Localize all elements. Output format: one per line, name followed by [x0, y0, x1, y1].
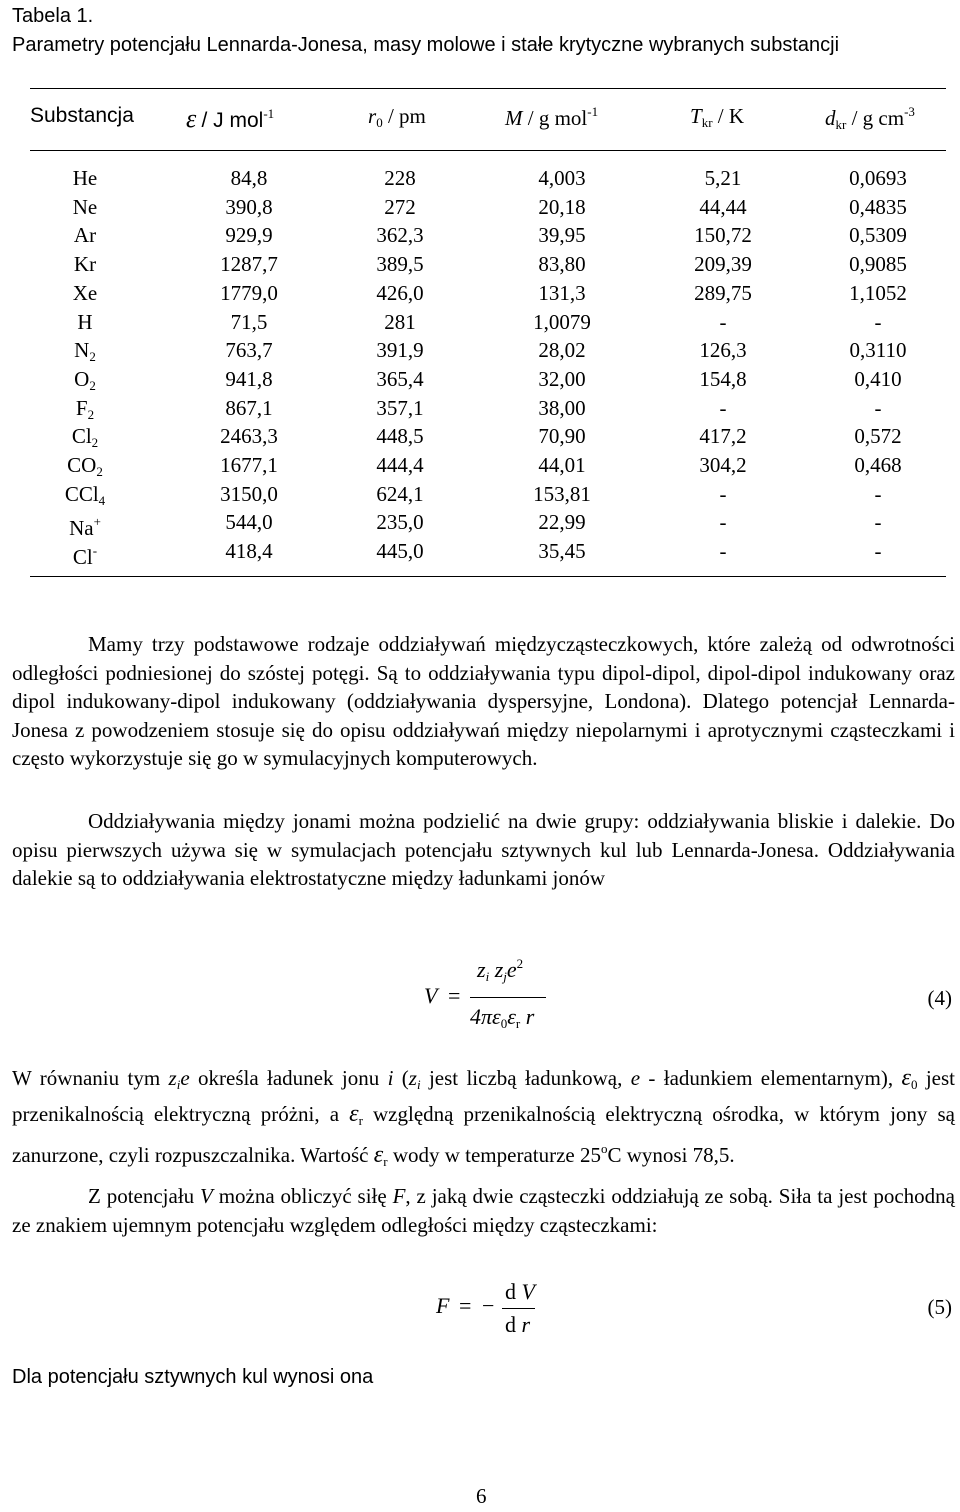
substance-subscript: 4 — [98, 492, 106, 508]
table-cell-substance — [55, 308, 115, 336]
table-cell-t: - — [719, 539, 727, 564]
p4-f: F — [392, 1184, 406, 1208]
table-cell-r0: 357,1 — [376, 395, 424, 420]
table-cell-substance — [55, 164, 115, 192]
eq4-num-z2: z — [494, 957, 504, 982]
table-cell-eps: 84,8 — [230, 166, 268, 190]
p3-eps0: ε — [901, 1065, 911, 1091]
p3-i-text: C wynosi 78,5. — [607, 1143, 735, 1167]
substance-subscript: 2 — [91, 435, 99, 451]
p4-v: V — [200, 1184, 213, 1208]
eq4-equals: = — [448, 983, 461, 1008]
eq4-num-exp: 2 — [516, 956, 524, 971]
eq5-equals: = — [459, 1293, 472, 1318]
header-substance: Substancja — [30, 104, 134, 127]
table-cell-m: 22,99 — [538, 510, 586, 535]
table-cell-m: 38,00 — [538, 395, 586, 420]
header-t-unit: / K — [717, 104, 745, 128]
table-cell-r0: 228 — [384, 166, 416, 190]
eq5-denominator — [505, 1312, 530, 1338]
table-cell-m: 70,90 — [538, 424, 586, 449]
table-cell-eps: 71,5 — [230, 309, 268, 334]
p3-zi-i: i — [416, 1077, 421, 1092]
header-epsilon-symbol: ε — [186, 104, 197, 133]
p3-eps0-sub: 0 — [910, 1077, 918, 1092]
table-cell-d: 0,3110 — [849, 338, 907, 363]
page-number: 6 — [476, 1484, 487, 1508]
p3-d: jest liczbą ładunkową, — [420, 1066, 631, 1090]
table-cell-t: 150,72 — [694, 223, 752, 248]
eq5-number: (5) — [927, 1295, 952, 1319]
p3-epsr2: ε — [373, 1142, 384, 1168]
table-cell-r0: 235,0 — [376, 510, 424, 535]
table-cell-m: 44,01 — [538, 453, 586, 477]
header-m — [505, 104, 598, 131]
header-r0-unit: / pm — [387, 104, 426, 128]
eq4-number: (4) — [927, 986, 952, 1010]
substance-symbol: H — [77, 309, 93, 334]
table-cell-t: 304,2 — [699, 453, 747, 477]
p3-e: e — [630, 1066, 641, 1090]
header-d-sub: kr — [835, 117, 847, 132]
header-t-sub: kr — [701, 115, 713, 130]
eq4-den-0: 0 — [500, 1016, 508, 1031]
table-cell-m: 4,003 — [538, 166, 586, 190]
table-cell-m: 35,45 — [538, 539, 586, 564]
header-d-exp: -3 — [904, 104, 915, 119]
table-cell-eps: 3150,0 — [220, 481, 278, 506]
p3-b: określa ładunek jonu — [189, 1066, 388, 1090]
eq5-den-r: r — [521, 1312, 531, 1337]
p3-zi: z — [408, 1066, 417, 1090]
table-cell-r0: 362,3 — [376, 223, 424, 248]
table-top-rule — [30, 88, 946, 89]
table-cell-d: 0,4835 — [849, 194, 907, 219]
eq5-lhs: F — [436, 1293, 450, 1318]
table-cell-r0: 426,0 — [376, 280, 424, 305]
p3-a: W równaniu tym — [12, 1066, 169, 1090]
substance-symbol: Kr — [73, 252, 97, 277]
eq4-den-eps: ε — [507, 1004, 516, 1029]
table-cell-eps: 390,8 — [225, 194, 273, 219]
p3-c: ( — [393, 1066, 409, 1090]
eq5-num-d: d — [505, 1279, 516, 1304]
p3-degree: o — [601, 1141, 608, 1156]
table-cell-eps: 2463,3 — [220, 424, 278, 449]
header-t-symbol: T — [690, 104, 702, 128]
p3-epsr2-sub: r — [383, 1154, 388, 1169]
table-subtitle: Parametry potencjału Lennarda-Jonesa, masy molowe i stałe krytyczne wybranych substancji — [12, 34, 840, 56]
substance-symbol: Cl — [72, 545, 93, 570]
eq4-den-4pieps: 4πε — [470, 1004, 501, 1029]
table-cell-r0: 391,9 — [376, 338, 424, 363]
p3-zie-e: e — [180, 1066, 190, 1090]
substance-symbol: Xe — [72, 280, 98, 305]
table-cell-r0: 444,4 — [376, 453, 424, 477]
table-cell-t: 417,2 — [699, 424, 747, 449]
p4-c: , z jaką dwie cząsteczki oddziałują ze sobą. Siła ta jest pochodną ze znakiem ujemnym potencjału względem odległości między cząsteczkami: — [12, 1184, 955, 1237]
table-cell-r0: 281 — [384, 309, 416, 334]
substance-subscript: 2 — [89, 349, 96, 365]
table-cell-substance — [55, 193, 115, 221]
paragraph-3 — [12, 1064, 955, 1177]
eq4-den-r-sub: r — [515, 1016, 521, 1031]
table-header-rule — [30, 150, 946, 151]
substance-subscript: 2 — [96, 464, 103, 479]
table-cell-d: - — [874, 395, 882, 420]
table-cell-d: - — [874, 309, 882, 334]
table-cell-r0: 389,5 — [376, 252, 424, 277]
substance-symbol: CCl — [64, 481, 99, 506]
substance-symbol: N — [74, 338, 90, 363]
table-cell-m: 32,00 — [538, 366, 586, 391]
substance-symbol: Ar — [73, 223, 97, 248]
p3-epsr: ε — [349, 1100, 359, 1127]
paragraph-2: Oddziaływania między jonami można podzielić na dwie grupy: oddziaływania bliskie i dalekie. Do opisu pierwszych używa się w symulacjach potencjału sztywnych kul lub Lennarda-Jonesa. Oddziaływania dalekie są to oddziaływania elektrostatyczne między ładunkami jonów — [12, 809, 955, 890]
table-cell-d: 0,572 — [854, 424, 902, 449]
table-cell-t: - — [719, 510, 727, 535]
table-cell-eps: 867,1 — [225, 395, 273, 420]
header-epsilon-exp: -1 — [263, 106, 275, 121]
table-cell-eps: 544,0 — [225, 510, 273, 535]
substance-symbol: O — [74, 366, 90, 391]
substance-symbol: CO — [67, 453, 97, 477]
table-cell-substance — [55, 279, 115, 307]
table-cell-d: 0,0693 — [849, 166, 907, 190]
p3-e-text: - ładunkiem elementarnym), — [640, 1066, 902, 1090]
substance-subscript: 2 — [89, 377, 96, 393]
paragraph-5: Dla potencjału sztywnych kul wynosi ona — [12, 1366, 374, 1388]
table-cell-r0: 624,1 — [376, 481, 424, 506]
header-d-unit: / g cm — [851, 106, 905, 130]
table-caption — [12, 2, 839, 60]
eq4-num-z: z — [477, 957, 486, 982]
eq5-numerator — [505, 1279, 535, 1305]
table-cell-m: 28,02 — [538, 338, 586, 363]
table-cell-r0: 365,4 — [376, 366, 424, 391]
p3-g: względną przenikalnością elektryczną ośrodka, w którym jony są zanurzone, czyli rozpuszczalnika. Wartość — [12, 1101, 955, 1167]
substance-symbol: He — [72, 166, 98, 190]
table-cell-d: 0,9085 — [849, 252, 907, 277]
p4-b: można obliczyć siłę — [212, 1184, 393, 1208]
table-cell-eps: 941,8 — [225, 366, 273, 391]
eq4-lhs: V — [424, 983, 438, 1008]
header-m-exp: -1 — [587, 104, 599, 119]
table-cell-t: - — [719, 481, 727, 506]
table-cell-eps: 1677,1 — [220, 453, 278, 477]
table-cell-r0: 272 — [384, 194, 416, 219]
table-cell-d: - — [874, 539, 882, 564]
paragraph-4 — [12, 1182, 955, 1239]
table-cell-t: - — [719, 309, 727, 334]
table-cell-d: 0,410 — [854, 366, 902, 391]
header-r0 — [368, 104, 426, 131]
table-cell-d: - — [874, 481, 882, 506]
eq4-den-r: r — [525, 1004, 535, 1029]
p3-epsr-sub: r — [358, 1112, 363, 1128]
table-cell-m: 1,0079 — [533, 309, 591, 334]
table-cell-m: 131,3 — [538, 280, 586, 305]
header-m-symbol: M — [505, 106, 523, 130]
table-cell-eps: 929,9 — [225, 223, 273, 248]
table-cell-substance — [55, 537, 115, 571]
header-r0-sub: 0 — [376, 115, 383, 130]
eq5-den-d: d — [505, 1312, 516, 1337]
substance-charge: - — [92, 543, 98, 559]
substance-symbol: F — [75, 395, 88, 420]
eq4-numerator — [477, 956, 523, 985]
substance-symbol: Ne — [72, 194, 98, 219]
header-m-unit: / g mol — [527, 106, 588, 130]
substance-subscript: 2 — [87, 406, 95, 422]
substance-symbol: Cl — [71, 424, 92, 449]
header-d — [825, 104, 915, 133]
table-cell-eps: 1779,0 — [220, 280, 278, 305]
table-cell-t: 126,3 — [699, 338, 747, 363]
table-cell-d: 0,5309 — [849, 223, 907, 248]
table-cell-eps: 1287,7 — [220, 252, 278, 277]
table-cell-m: 83,80 — [538, 252, 586, 277]
p3-zie: z — [168, 1066, 177, 1090]
eq4-fraction-line — [470, 997, 546, 998]
header-d-symbol: d — [825, 106, 836, 130]
table-cell-d: - — [874, 510, 882, 535]
eq4-num-j: j — [503, 969, 507, 984]
p3-f: jest przenikalnością elektryczną próżni, a — [12, 1066, 955, 1126]
p3-zie-i: i — [176, 1077, 181, 1092]
table-cell-m: 153,81 — [533, 481, 591, 506]
paragraph-1: Mamy trzy podstawowe rodzaje oddziaływań międzycząsteczkowych, które zależą od odwrotności odległości podniesionej do szóstej potęgi. Są to oddziaływania typu dipol-dipol, dipol-dipol indukowany oraz dipol indukowany-dipol indukowany (oddziaływania dyspersyjne, Londona). Dlatego potencjał Lennarda-Jonesa z powodzeniem stosuje się do opisu oddziaływań między niepolarnymi i aprotycznymi cząsteczkami i często wykorzystuje się go w symulacyjnych komputerowych. — [12, 632, 955, 770]
eq5-num-v: V — [521, 1279, 535, 1304]
table-cell-t: 44,44 — [699, 194, 747, 219]
p3-i: i — [387, 1066, 394, 1090]
eq4-denominator — [470, 1004, 534, 1032]
table-title: Tabela 1. — [12, 5, 94, 27]
p3-h: wody w temperaturze 25 — [387, 1143, 601, 1167]
table-cell-substance — [55, 221, 115, 249]
eq5-fraction-line — [502, 1308, 535, 1309]
table-bottom-rule — [30, 576, 946, 577]
header-t — [690, 104, 744, 131]
table-cell-d: 1,1052 — [849, 280, 907, 305]
table-cell-t: 154,8 — [699, 366, 747, 391]
header-epsilon-unit: / J mol — [201, 109, 264, 132]
table-cell-t: - — [719, 395, 727, 420]
substance-charge: + — [93, 514, 101, 530]
p4-a: Z potencjału — [88, 1184, 201, 1208]
eq4-num-e: e — [506, 957, 517, 982]
table-cell-t: 5,21 — [704, 166, 742, 190]
table-cell-eps: 418,4 — [225, 539, 273, 564]
table-cell-t: 289,75 — [694, 280, 752, 305]
eq5-minus: − — [482, 1293, 495, 1318]
table-cell-substance — [55, 250, 115, 278]
eq4-num-i: i — [485, 969, 490, 984]
table-cell-r0: 448,5 — [376, 424, 424, 449]
header-r0-symbol: r — [368, 104, 377, 128]
table-cell-d: 0,468 — [854, 453, 902, 477]
table-cell-t: 209,39 — [694, 252, 752, 277]
table-cell-eps: 763,7 — [225, 338, 273, 363]
table-cell-m: 20,18 — [538, 194, 586, 219]
table-cell-r0: 445,0 — [376, 539, 424, 564]
substance-symbol: Na — [69, 516, 94, 541]
header-epsilon — [186, 104, 274, 134]
table-cell-m: 39,95 — [538, 223, 586, 248]
